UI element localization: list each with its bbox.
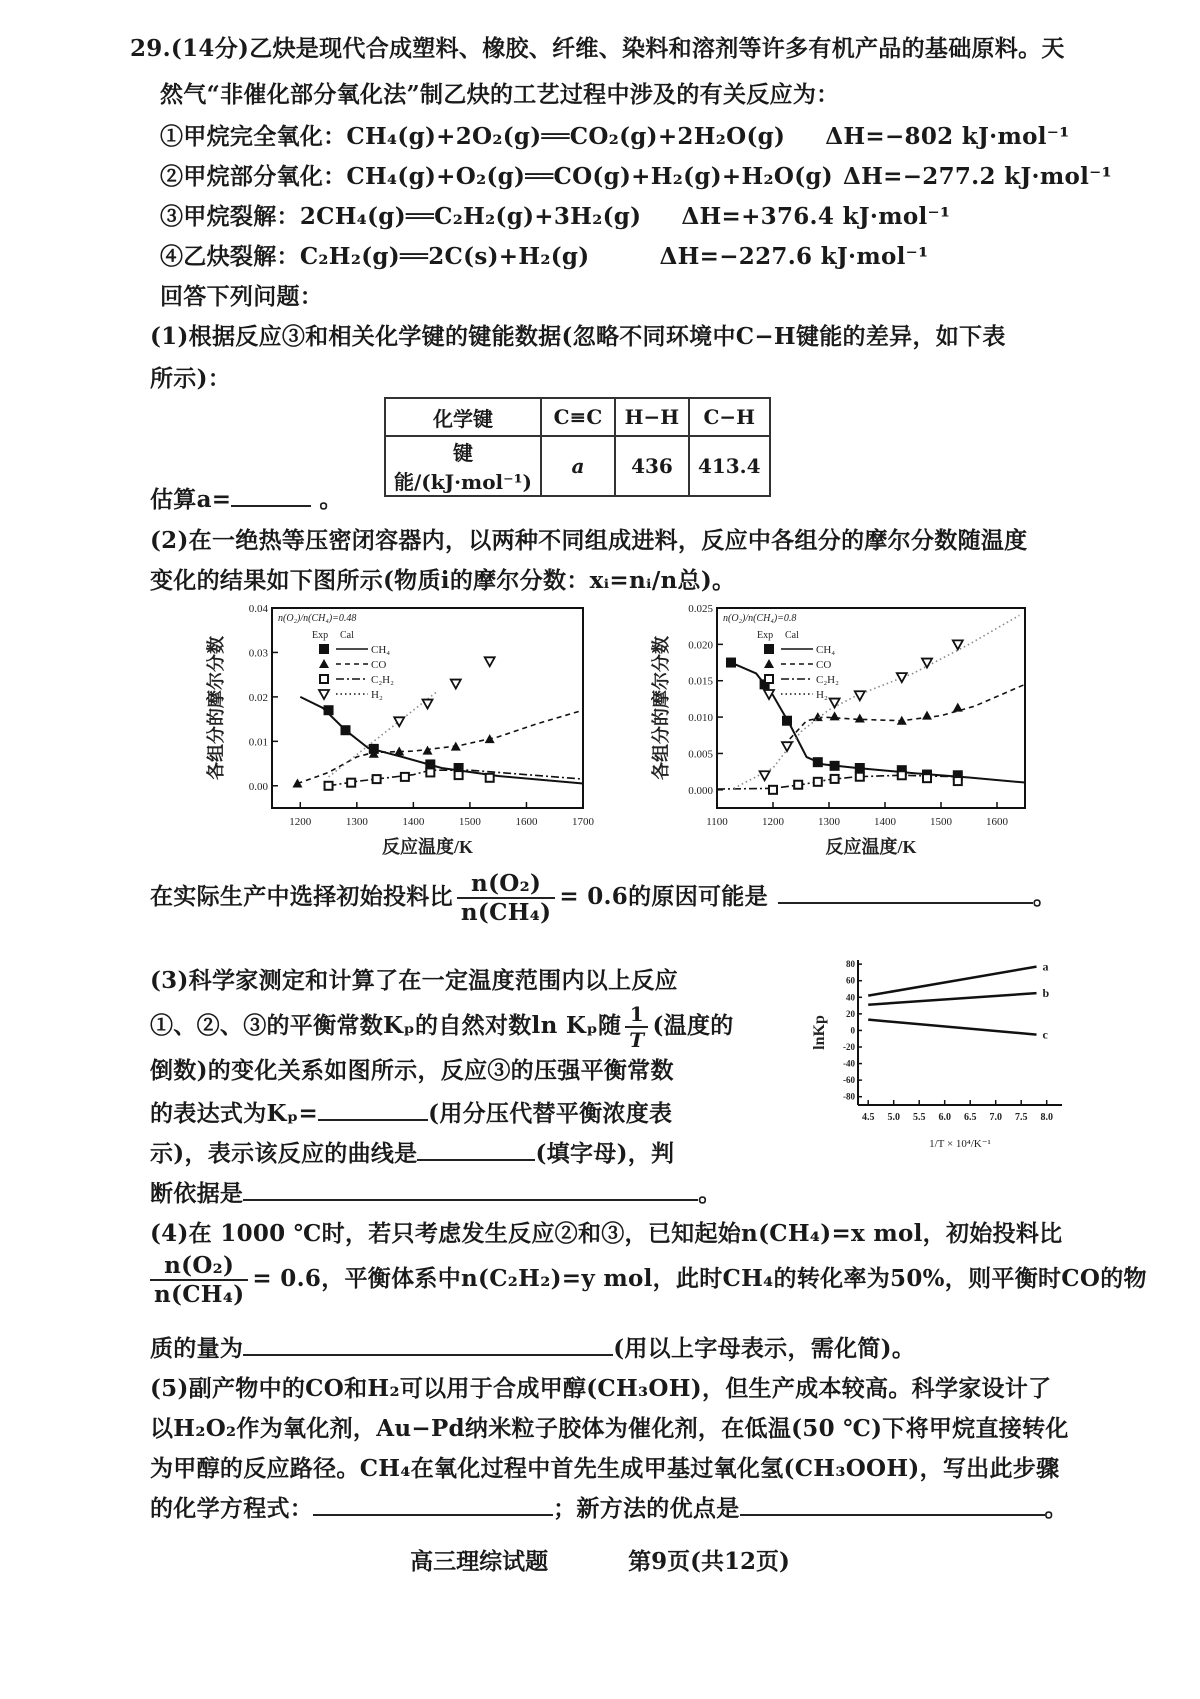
marker-ch4 (813, 757, 823, 767)
marker-co (855, 714, 865, 723)
x-tick-label: 5.5 (912, 1112, 926, 1123)
marker-co (319, 659, 329, 668)
legend-header-cal: Cal (785, 630, 799, 641)
part5-line3: 为甲醇的反应路径。CH₄在氧化过程中首先生成甲基过氧化氢(CH₃OOH)，写出此步骤 (150, 1455, 1060, 1482)
reaction-equation: C₂H₂(g)══2C(s)+H₂(g) (299, 243, 590, 270)
legend-label: C₂H₂ (371, 674, 394, 686)
reaction-enthalpy: ΔH=−227.6 kJ·mol⁻¹ (659, 243, 929, 270)
x-tick-label: 1400 (402, 816, 425, 828)
reaction-label: ③甲烷裂解： (160, 203, 300, 230)
part3-text: (填字母)，判 (535, 1140, 675, 1167)
part3-line3: 倒数)的变化关系如图所示，反应③的压强平衡常数 (150, 1057, 674, 1084)
answer-blank-advantage[interactable] (740, 1513, 1045, 1516)
part4-line1: (4)在 1000 ℃时，若只考虑发生反应②和③，已知起始n(CH₄)=x mol，初始投料比 (150, 1220, 1063, 1247)
estimate-label: 估算a= (150, 486, 232, 513)
marker-h2 (830, 699, 840, 708)
part3-text: (温度的 (652, 1012, 734, 1039)
fraction-numerator: n(O₂) (150, 1252, 248, 1281)
x-tick-label: 1300 (345, 816, 368, 828)
marker-co (451, 742, 461, 751)
x-tick-label: 8.0 (1040, 1112, 1053, 1123)
curve-b (868, 993, 1036, 1005)
answer-blank-a[interactable] (231, 504, 311, 507)
reaction-1 (160, 118, 1070, 151)
marker-h2 (953, 640, 963, 649)
part2-question (150, 870, 1056, 926)
question-text: = 0.6的原因可能是 (559, 883, 768, 910)
y-tick-label: 0.000 (688, 784, 713, 797)
x-axis-label: 反应温度/K (381, 837, 474, 857)
marker-c2h2 (831, 775, 839, 783)
y-tick-label: 80 (846, 959, 855, 970)
y-tick-label: 0.03 (248, 647, 268, 660)
marker-ch4 (830, 761, 840, 771)
answer-blank-curve[interactable] (417, 1158, 535, 1161)
legend-header-exp: Exp (757, 630, 774, 641)
y-tick-label: 0.010 (688, 712, 713, 725)
marker-h2 (897, 673, 907, 682)
chart-2 (625, 600, 1045, 870)
chart-1 (190, 600, 610, 870)
y-tick-label: 0.04 (248, 603, 268, 615)
marker-ch4 (341, 725, 351, 735)
y-axis-label: 各组分的摩尔分数 (651, 636, 671, 780)
reaction-enthalpy: ΔH=+376.4 kJ·mol⁻¹ (681, 203, 951, 230)
x-tick-label: 1300 (818, 816, 840, 828)
curve-c (868, 1020, 1036, 1035)
y-tick-label: 20 (846, 1008, 855, 1019)
marker-ch4 (319, 644, 329, 654)
table-header: 化学键 (385, 398, 541, 436)
marker-h2 (855, 691, 865, 700)
x-tick-label: 7.0 (989, 1112, 1002, 1123)
legend-label: H₂ (371, 689, 383, 701)
reaction-4 (160, 238, 929, 271)
part1-estimate (150, 481, 343, 514)
reaction-label: ②甲烷部分氧化： (160, 163, 347, 190)
x-tick-label: 1200 (762, 816, 784, 828)
reaction-enthalpy: ΔH=−802 kJ·mol⁻¹ (825, 123, 1070, 150)
y-tick-label: 0.015 (688, 675, 713, 688)
answer-blank-co[interactable] (243, 1353, 613, 1356)
y-tick-label: 0.025 (688, 603, 713, 615)
x-tick-label: 1500 (930, 816, 952, 828)
y-tick-label: -40 (843, 1058, 855, 1069)
marker-ch4 (855, 763, 865, 773)
part3-text: (用分压代替平衡浓度表 (428, 1100, 673, 1127)
marker-co (485, 734, 495, 743)
x-tick-label: 7.5 (1014, 1112, 1028, 1123)
legend-label: H₂ (816, 689, 828, 701)
answer-prompt: 回答下列问题： (160, 283, 324, 310)
footer-page-number: 第9页(共12页) (628, 1548, 790, 1575)
part4-line2 (150, 1252, 1147, 1308)
marker-ch4 (726, 658, 736, 668)
part2-line1: (2)在一绝热等压密闭容器内，以两种不同组成进料，反应中各组分的摩尔分数随温度 (150, 527, 1028, 554)
part3-text: 的平衡常数Kₚ的自然对数ln Kₚ随 (266, 1012, 622, 1039)
y-tick-label: -20 (843, 1042, 855, 1052)
x-tick-label: 1700 (572, 816, 594, 828)
x-axis-label: 1/T × 10⁴/K⁻¹ (929, 1138, 991, 1150)
marker-c2h2 (769, 786, 777, 794)
y-tick-label: 0.020 (688, 639, 713, 652)
marker-co (897, 716, 907, 725)
question-text: 在实际生产中选择初始投料比 (150, 883, 453, 910)
part1-line2: 所示)： (150, 365, 232, 392)
part1-line1: (1)根据反应③和相关化学键的键能数据(忽略不同环境中C−H键能的差异，如下表 (150, 323, 1006, 350)
table-cell: 436 (615, 436, 689, 496)
fraction-denominator: n(CH₄) (154, 1281, 245, 1308)
answer-blank-equation[interactable] (313, 1513, 553, 1516)
part3-text: 断依据是 (150, 1180, 244, 1207)
footer-subject: 高三理综试题 (410, 1548, 549, 1575)
marker-h2 (760, 771, 770, 780)
y-axis-label: 各组分的摩尔分数 (206, 636, 226, 780)
table-header-row (385, 398, 770, 436)
part4-text: (用以上字母表示，需化简)。 (613, 1335, 916, 1362)
marker-c2h2 (794, 781, 802, 789)
fraction-denominator: n(CH₄) (460, 899, 552, 926)
marker-h2 (764, 690, 774, 699)
y-tick-label: 0.02 (248, 691, 268, 704)
x-tick-label: 1500 (458, 816, 481, 828)
fraction-numerator: n(O₂) (457, 870, 555, 899)
period: 。 (698, 1180, 722, 1207)
y-tick-label: 0 (850, 1025, 855, 1036)
fraction-numerator: 1 (625, 1002, 648, 1028)
table-header: H−H (615, 398, 689, 436)
chart-ratio-label: n(O₂)/n(CH₄)=0.8 (723, 613, 797, 624)
marker-ch4 (324, 705, 334, 715)
chart-3 (800, 950, 1090, 1175)
y-tick-label: -80 (843, 1091, 855, 1102)
marker-c2h2 (954, 777, 962, 785)
marker-co (953, 703, 963, 712)
y-tick-label: 0.005 (688, 748, 713, 761)
reaction-equation: 2CH₄(g)══C₂H₂(g)+3H₂(g) (299, 203, 642, 230)
marker-c2h2 (325, 782, 333, 790)
series-line-0 (731, 663, 1025, 783)
x-tick-label: 1100 (706, 816, 728, 828)
part3-text: 的表达式为Kₚ= (150, 1100, 319, 1127)
marker-co (423, 746, 433, 755)
table-header: C≡C (541, 398, 615, 436)
period: 。 (319, 486, 343, 513)
part5-line1: (5)副产物中的CO和H₂可以用于合成甲醇(CH₃OH)，但生产成本较高。科学家设计了 (150, 1375, 1052, 1402)
legend-label: CO (816, 659, 832, 671)
x-tick-label: 1400 (874, 816, 896, 828)
fraction-ratio (150, 1252, 248, 1308)
x-tick-label: 6.0 (938, 1112, 951, 1123)
bond-energy-table (384, 397, 771, 497)
curve-label-b: b (1042, 986, 1050, 1001)
marker-ch4 (764, 644, 774, 654)
fraction-denominator: T (629, 1028, 645, 1052)
reaction-equation: CH₄(g)+2O₂(g)══CO₂(g)+2H₂O(g) (346, 123, 786, 150)
marker-h2 (319, 690, 329, 699)
marker-co (922, 711, 932, 720)
y-tick-label: 40 (846, 992, 855, 1003)
marker-h2 (423, 700, 433, 709)
part5-line2: 以H₂O₂作为氧化剂，Au−Pd纳米粒子胶体为催化剂，在低温(50 ℃)下将甲烷直接转化 (150, 1415, 1069, 1442)
question-number: 29. (130, 35, 171, 62)
curve-label-a: a (1042, 959, 1049, 974)
marker-h2 (922, 659, 932, 668)
part3-line4 (150, 1095, 672, 1128)
reaction-enthalpy: ΔH=−277.2 kJ·mol⁻¹ (842, 163, 1112, 190)
y-tick-label: 0.01 (248, 736, 268, 749)
part3-line1: (3)科学家测定和计算了在一定温度范围内以上反应 (150, 967, 678, 994)
reaction-equation: CH₄(g)+O₂(g)══CO(g)+H₂(g)+H₂O(g) (346, 163, 833, 190)
legend-header-exp: Exp (312, 630, 329, 641)
period: 。 (1032, 883, 1057, 910)
legend-label: CO (371, 659, 387, 671)
fraction-ratio (457, 870, 555, 926)
table-cell: 413.4 (689, 436, 770, 496)
answer-blank-kp[interactable] (318, 1118, 428, 1121)
x-tick-label: 1200 (289, 816, 312, 828)
intro-text-1: 乙炔是现代合成塑料、橡胶、纤维、染料和溶剂等许多有机产品的基础原料。天 (249, 35, 1065, 62)
table-row (385, 436, 770, 496)
reaction-label: ④乙炔裂解： (160, 243, 300, 270)
chart-ratio-label: n(O₂)/n(CH₄)=0.48 (278, 613, 357, 624)
reaction-2 (160, 158, 1112, 191)
part4-text: = 0.6，平衡体系中n(C₂H₂)=y mol，此时CH₄的转化率为50%，则平衡时CO的物 (252, 1265, 1147, 1292)
x-tick-label: 4.5 (861, 1112, 875, 1123)
reaction-label: ①甲烷完全氧化： (160, 123, 347, 150)
marker-c2h2 (923, 774, 931, 782)
x-axis-label: 反应温度/K (825, 837, 917, 857)
question-intro-line1 (130, 30, 1065, 63)
legend-label: C₂H₂ (816, 674, 839, 686)
y-tick-label: 60 (846, 975, 855, 986)
marker-ch4 (782, 716, 792, 726)
marker-c2h2 (898, 771, 906, 779)
marker-c2h2 (426, 768, 434, 776)
question-score: (14分) (170, 35, 250, 62)
curve-label-c: c (1042, 1027, 1048, 1042)
marker-co (764, 659, 774, 668)
part2-line2: 变化的结果如下图所示(物质i的摩尔分数：xᵢ=nᵢ/n总)。 (150, 567, 736, 594)
marker-h2 (451, 680, 461, 689)
table-cell: a (541, 436, 615, 496)
marker-c2h2 (401, 773, 409, 781)
marker-co (830, 711, 840, 720)
reaction-3 (160, 198, 950, 231)
part3-line5 (150, 1135, 674, 1168)
table-header: C−H (689, 398, 770, 436)
table-row-label: 键能/(kJ·mol⁻¹) (385, 436, 541, 496)
legend-label: CH₄ (816, 644, 836, 656)
part4-text: 质的量为 (150, 1335, 244, 1362)
answer-blank-basis[interactable] (243, 1198, 698, 1201)
marker-h2 (485, 657, 495, 666)
part5-text: ；新方法的优点是 (553, 1495, 740, 1522)
marker-c2h2 (455, 771, 463, 779)
part5-line4 (150, 1490, 1068, 1523)
marker-co (813, 712, 823, 721)
marker-c2h2 (320, 675, 328, 683)
part3-line6 (150, 1175, 722, 1208)
answer-blank-reason[interactable] (778, 901, 1033, 904)
page-footer (0, 1543, 1200, 1576)
period: 。 (1044, 1495, 1068, 1522)
part3-text: 示)，表示该反应的曲线是 (150, 1140, 418, 1167)
y-tick-label: -60 (843, 1075, 855, 1086)
marker-c2h2 (856, 773, 864, 781)
marker-h2 (782, 742, 792, 751)
legend-header-cal: Cal (340, 630, 354, 641)
fraction-inverse-t (625, 1002, 648, 1052)
marker-c2h2 (814, 778, 822, 786)
question-intro-line2: 然气“非催化部分氧化法”制乙炔的工艺过程中涉及的有关反应为： (160, 81, 840, 108)
x-tick-label: 5.0 (887, 1112, 900, 1123)
x-tick-label: 1600 (986, 816, 1008, 828)
y-tick-label: 0.00 (248, 780, 268, 793)
part5-text: 的化学方程式： (150, 1495, 314, 1522)
curve-a (868, 967, 1036, 996)
marker-c2h2 (373, 775, 381, 783)
x-tick-label: 1600 (515, 816, 538, 828)
legend-label: CH₄ (371, 644, 391, 656)
marker-c2h2 (347, 779, 355, 787)
y-axis-label: lnKp (811, 1015, 828, 1050)
circled-reactions: ①、②、③ (150, 1012, 267, 1039)
x-tick-label: 6.5 (963, 1112, 977, 1123)
part3-line2 (150, 1002, 734, 1052)
part4-line3 (150, 1330, 915, 1363)
marker-c2h2 (765, 675, 773, 683)
marker-c2h2 (486, 774, 494, 782)
marker-h2 (394, 717, 404, 726)
series-line-1 (297, 710, 583, 783)
